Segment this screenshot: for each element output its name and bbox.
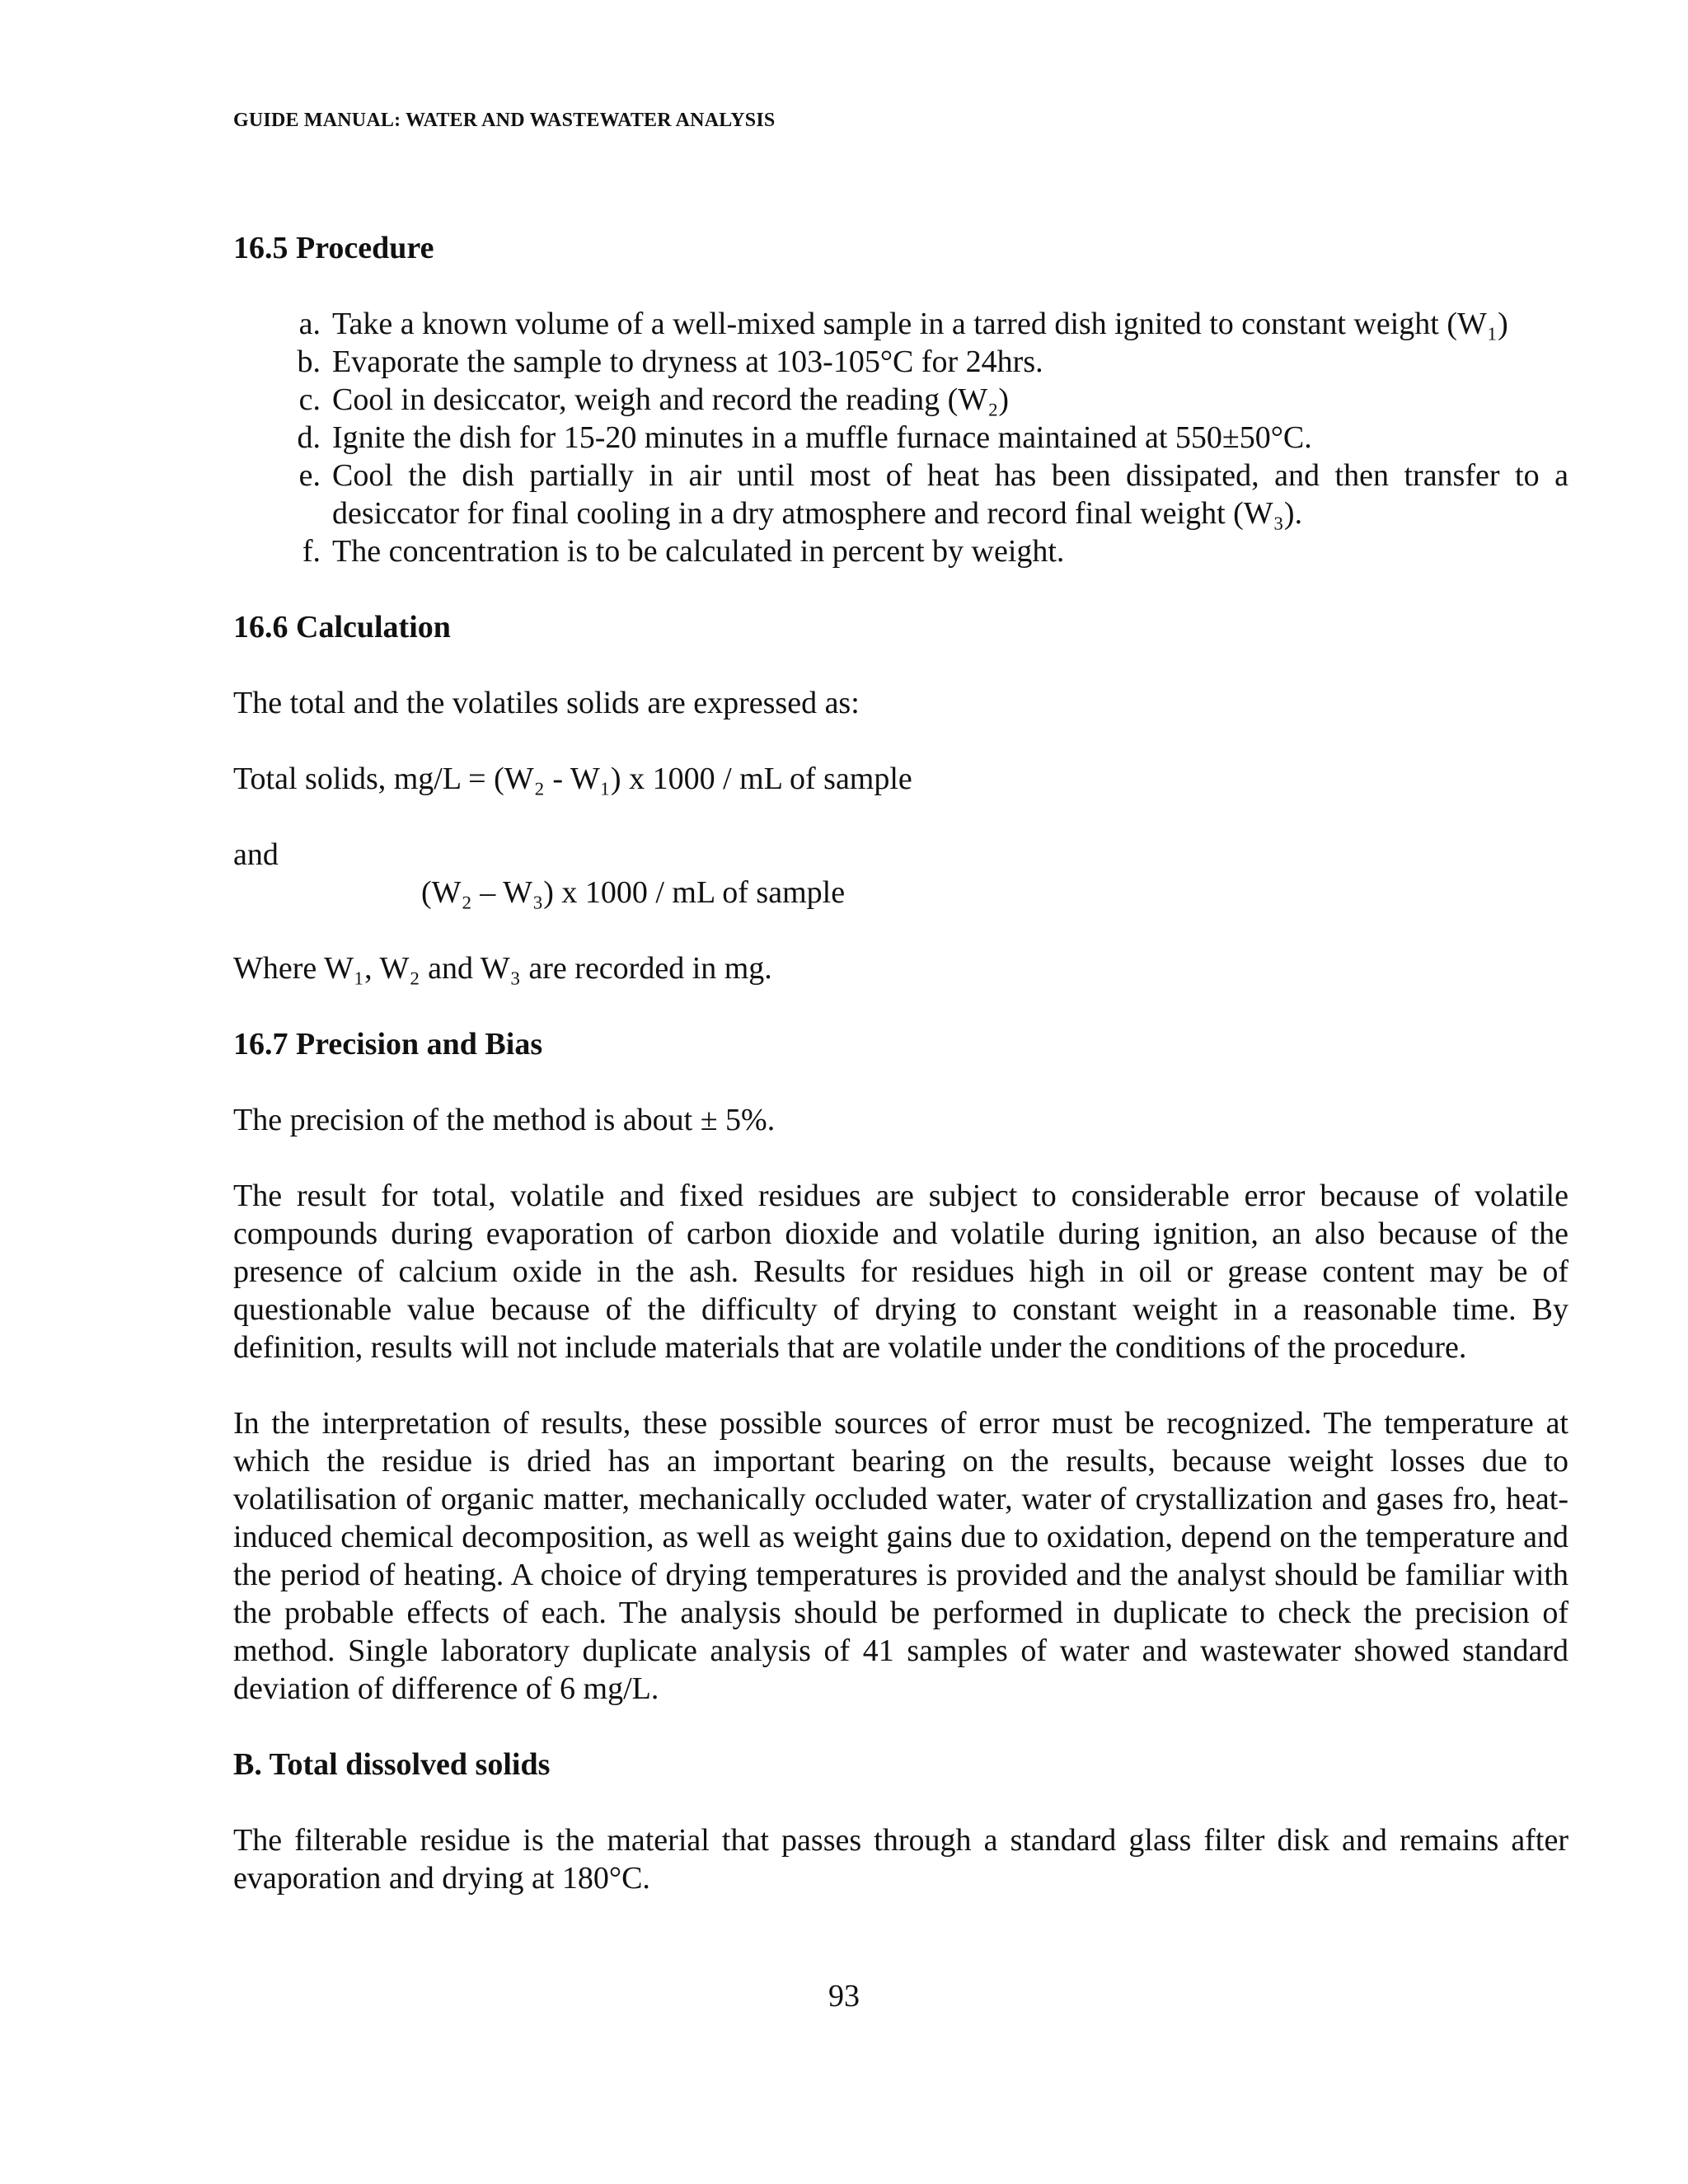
step-marker: d. [297,420,321,455]
step-text: Cool the dish partially in air until most of heat has been dissipated, and then transfer to a desiccator for final cooling in a dry atmosphere and record final weight (W₃). [332,458,1568,531]
and-label: and [233,837,279,872]
step-text: Evaporate the sample to dryness at 103-105°C for 24hrs. [332,344,1043,379]
procedure-step [233,343,1568,381]
dissolved-solids-paragraph: The filterable residue is the material that passes through a standard glass filter disk and remains after evaporation and drying at 180°C. [233,1823,1568,1896]
page-content [233,229,1568,1897]
calculation-intro: The total and the volatiles solids are expressed as: [233,686,860,720]
step-marker: b. [297,344,321,379]
section-heading-calculation: 16.6 Calculation [233,610,451,644]
procedure-step [233,305,1568,343]
step-marker: a. [298,307,321,341]
interpretation-paragraph: In the interpretation of results, these possible sources of error must be recognized. The temperature at which the residue is dried has an important bearing on the results, because weight losses due to volatilisation of organic matter, mechanically occluded water, water of crystallization and gases fro, heat-induced chemical decomposition, as well as weight gains due to oxidation, depend on the temperature and the period of heating. A choice of drying temperatures is provided and the analyst should be familiar with the probable effects of each. The analysis should be performed in duplicate to check the precision of method. Single laboratory duplicate analysis of 41 samples of water and wastewater showed standard deviation of difference of 6 mg/L. [233,1406,1568,1706]
page-number: 93 [828,1979,860,2013]
step-text: The concentration is to be calculated in percent by weight. [332,534,1065,569]
where-note: Where W₁, W₂ and W₃ are recorded in mg. [233,951,772,986]
procedure-step [233,532,1568,570]
section-heading-precision: 16.7 Precision and Bias [233,1027,543,1062]
step-marker: e. [298,458,321,493]
section-heading-procedure: 16.5 Procedure [233,231,434,265]
step-text: Ignite the dish for 15-20 minutes in a muffle furnace maintained at 550±50°C. [332,420,1312,455]
procedure-step [233,419,1568,457]
step-text: Take a known volume of a well-mixed sample in a tarred dish ignited to constant weight (W₁) [332,307,1508,341]
precision-paragraph: The precision of the method is about ± 5%. [233,1103,776,1137]
procedure-step [233,381,1568,419]
total-solids-formula: Total solids, mg/L = (W₂ - W₁) x 1000 / mL of sample [233,762,912,796]
step-marker: c. [298,382,321,417]
procedure-steps [233,305,1568,570]
step-text: Cool in desiccator, weigh and record the reading (W₂) [332,382,1010,417]
procedure-step [233,457,1568,532]
running-header: GUIDE MANUAL: WATER AND WASTEWATER ANALYSIS [233,110,776,131]
step-marker: f. [302,534,321,569]
error-sources-paragraph: The result for total, volatile and fixed residues are subject to considerable error because of volatile compounds during evaporation of carbon dioxide and volatile during ignition, an also because of the presence of calcium oxide in the ash. Results for residues high in oil or grease content may be of questionable value because of the difficulty of drying to constant weight in a reasonable time. By definition, results will not include materials that are volatile under the conditions of the procedure. [233,1179,1568,1365]
section-heading-dissolved-solids: B. Total dissolved solids [233,1747,551,1782]
volatile-solids-formula: (W₂ – W₃) x 1000 / mL of sample [421,875,846,910]
